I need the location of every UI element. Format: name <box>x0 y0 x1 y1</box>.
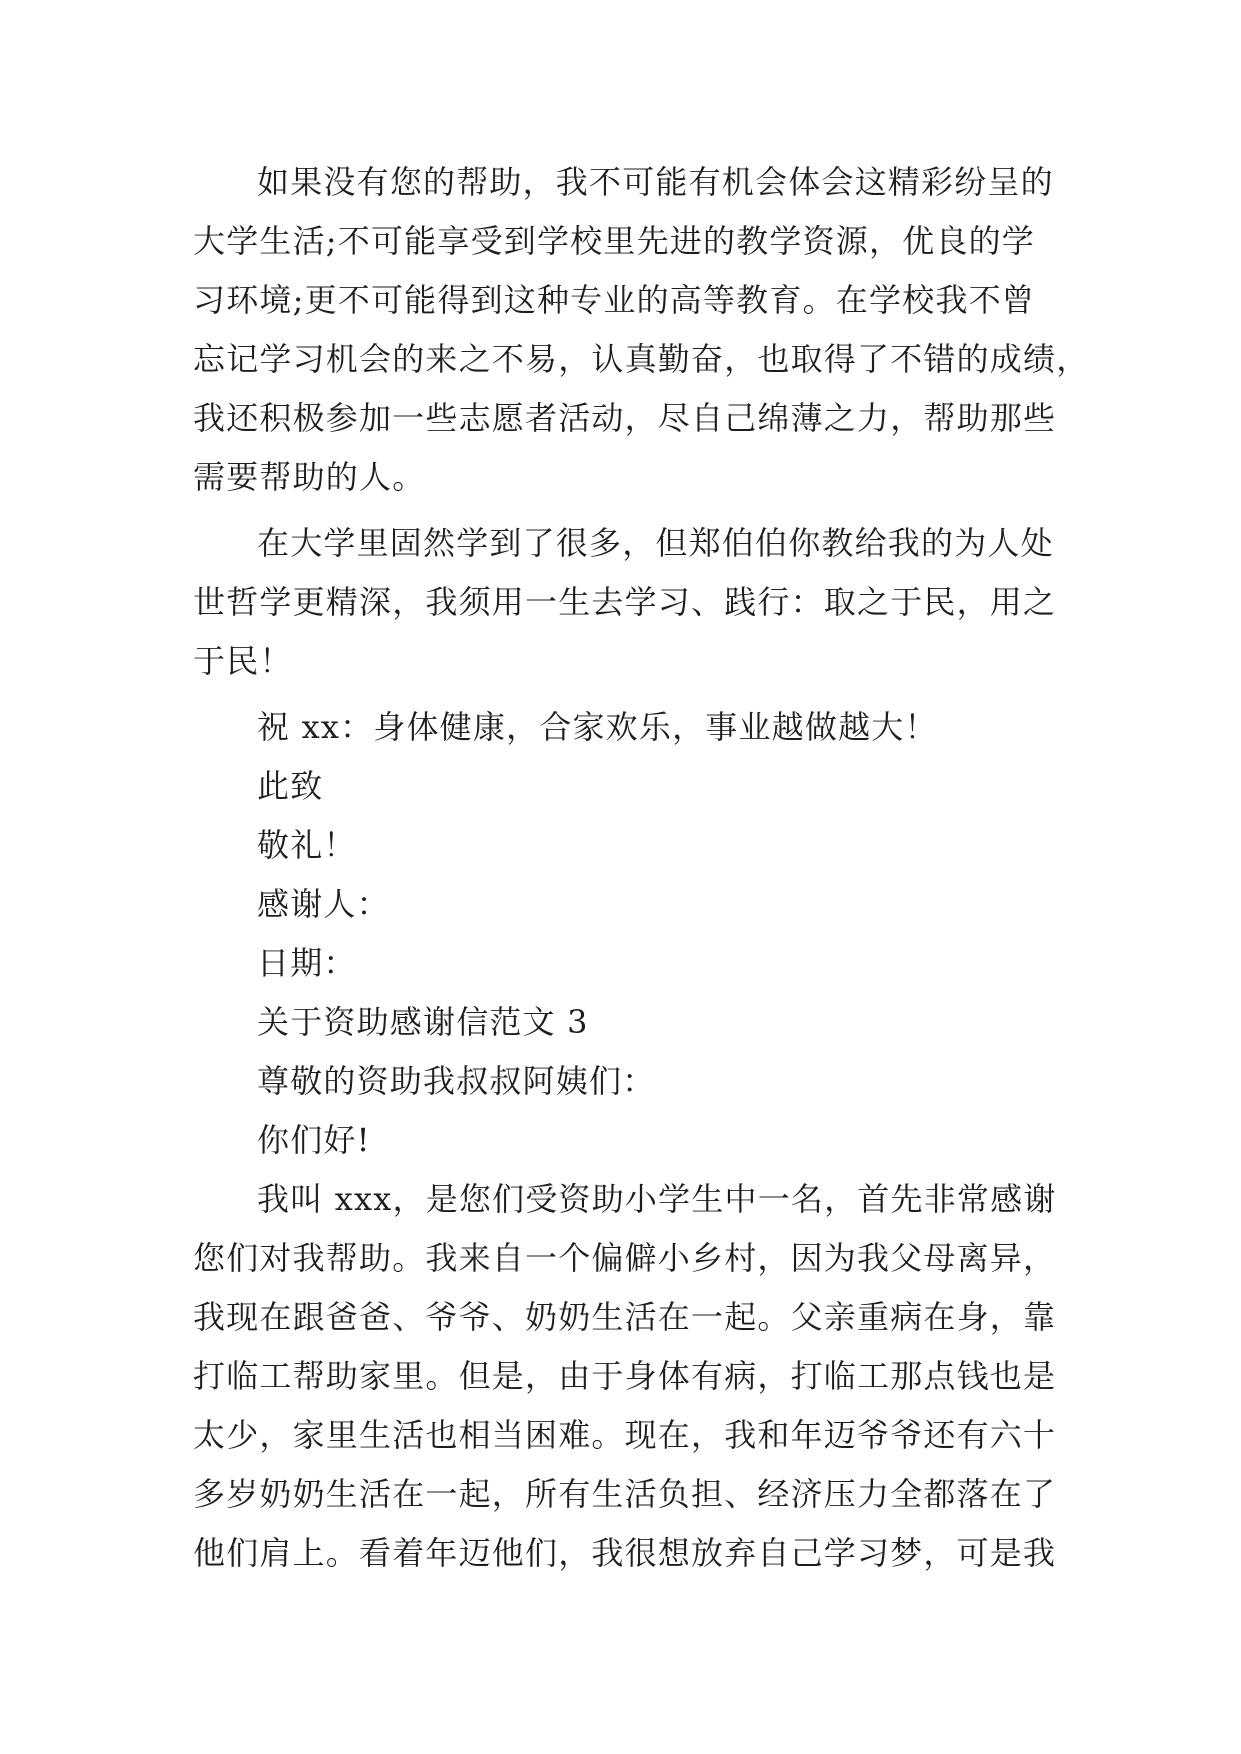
letter-greeting <box>193 1118 1053 1177</box>
text-line: 大学生活;不可能享受到学校里先进的教学资源，优良的学 <box>193 222 1035 260</box>
text-line: 在大学里固然学到了很多，但郑伯伯你教给我的为人处 <box>257 524 1054 562</box>
text-line: 尊敬的资助我叔叔阿姨们： <box>257 1062 656 1100</box>
text-line: 于民！ <box>193 642 293 680</box>
date-label <box>193 941 1053 1000</box>
text-line: 此致 <box>257 767 324 805</box>
closing-salutation <box>193 764 1053 823</box>
text-line: 祝 xx：身体健康，合家欢乐，事业越做越大！ <box>257 708 938 746</box>
text-line: 太少，家里生活也相当困难。现在，我和年迈爷爷还有六十 <box>193 1416 1057 1454</box>
text-line: 您们对我帮助。我来自一个偏僻小乡村，因为我父母离异， <box>193 1239 1057 1277</box>
document-page <box>193 160 1090 1590</box>
signer-label <box>193 882 1053 941</box>
text-line: 你们好! <box>257 1121 371 1159</box>
text-line: 我还积极参加一些志愿者活动，尽自己绵薄之力，帮助那些 <box>193 399 1057 437</box>
text-line: 需要帮助的人。 <box>193 458 426 496</box>
text-line: 如果没有您的帮助，我不可能有机会体会这精彩纷呈的 <box>257 163 1054 201</box>
text-line: 感谢人： <box>257 885 390 923</box>
greeting-wish <box>193 705 1053 764</box>
text-line: 忘记学习机会的来之不易，认真勤奋，也取得了不错的成绩， <box>193 340 1090 378</box>
closing-respect <box>193 823 1053 882</box>
text-line: 敬礼！ <box>257 826 357 864</box>
paragraph <box>193 160 1090 514</box>
text-line: 关于资助感谢信范文 3 <box>257 1003 589 1041</box>
text-line: 世哲学更精深，我须用一生去学习、践行：取之于民，用之 <box>193 583 1057 621</box>
text-line: 多岁奶奶生活在一起，所有生活负担、经济压力全都落在了 <box>193 1475 1057 1513</box>
text-line: 打临工帮助家里。但是，由于身体有病，打临工那点钱也是 <box>193 1357 1057 1395</box>
paragraph <box>193 1177 1057 1590</box>
text-line: 他们肩上。看着年迈他们，我很想放弃自己学习梦，可是我 <box>193 1534 1057 1572</box>
text-line: 日期： <box>257 944 357 982</box>
paragraph <box>193 521 1057 698</box>
text-line: 我叫 xxx，是您们受资助小学生中一名，首先非常感谢 <box>257 1180 1057 1218</box>
letter-addressee <box>193 1059 1053 1118</box>
text-line: 我现在跟爸爸、爷爷、奶奶生活在一起。父亲重病在身，靠 <box>193 1298 1057 1336</box>
section-heading <box>193 1000 1053 1059</box>
text-line: 习环境;更不可能得到这种专业的高等教育。在学校我不曾 <box>193 281 1035 319</box>
